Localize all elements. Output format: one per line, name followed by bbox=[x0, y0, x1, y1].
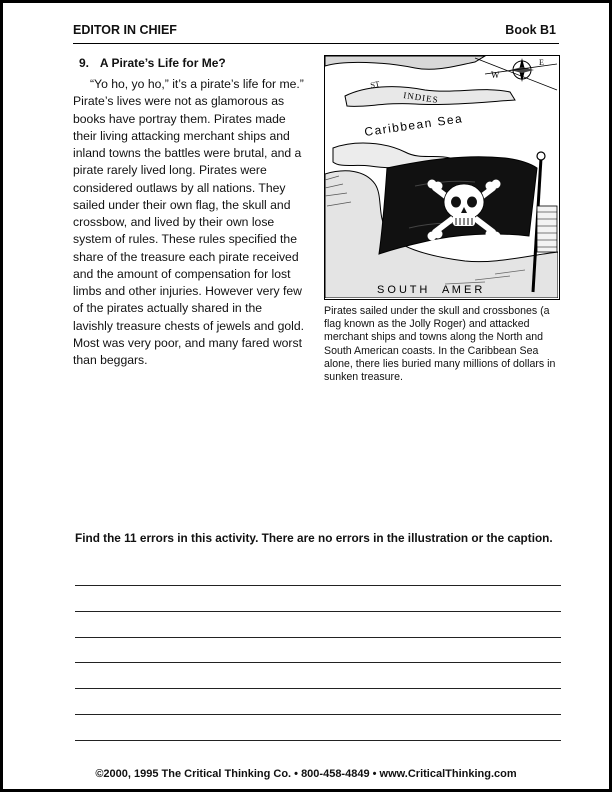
pirate-map-illustration bbox=[324, 55, 560, 300]
answer-line[interactable] bbox=[75, 611, 561, 637]
book-series-title: EDITOR IN CHIEF bbox=[73, 23, 177, 37]
indies-prefix-label: ST bbox=[369, 79, 381, 90]
treasure-stack-icon bbox=[537, 206, 557, 252]
compass-east-label: E bbox=[539, 58, 544, 67]
compass-west-label: W bbox=[491, 70, 500, 80]
activity-passage: “Yo ho, yo ho,” it’s a pirate’s life for me.” Pirate’s lives were not as glamorous as books have portray them. Pirates made their living attacking merchant ships and inland towns the battles were brutal, and a pirate rarely lived long. Pirates were considered outlaws by all nations. They sailed under their own flag, the skull and crossbow, and lived by their own lose system of rules. These rules specified the share of the treasure each pirate received and the amount of compensation for lost limbs and other injuries. However very few of the pirates actually shared in the lavishly treasure chests of jewels and gold. Most was very poor, and many fared worst than beggars. bbox=[73, 77, 305, 367]
south-america-label: S O U T H A M E R bbox=[377, 284, 483, 296]
copyright-footer: ©2000, 1995 The Critical Thinking Co. • 800-458-4849 • www.CriticalThinking.com bbox=[95, 768, 517, 780]
illustration-caption: Pirates sailed under the skull and crossbones (a flag known as the Jolly Roger) and attacked merchant ships and towns along the North and South American coasts. In the Caribbean Sea alone, there lies buried many millions of dollars in sunken treasure. bbox=[324, 305, 556, 384]
activity-heading bbox=[79, 56, 226, 70]
activity-instructions: Find the 11 errors in this activity. There are no errors in the illustration or the caption. bbox=[75, 531, 553, 545]
answer-line[interactable] bbox=[75, 662, 561, 688]
answer-lines bbox=[75, 585, 561, 766]
answer-line[interactable] bbox=[75, 585, 561, 611]
book-label: Book B1 bbox=[505, 23, 556, 37]
caribbean-sea-label: Caribbean Sea bbox=[363, 111, 465, 139]
activity-number: 9. bbox=[79, 56, 90, 70]
header-divider bbox=[73, 43, 559, 44]
activity-title: A Pirate’s Life for Me? bbox=[99, 56, 226, 70]
north-coast-shape bbox=[325, 56, 485, 69]
compass-rose-icon bbox=[475, 58, 557, 90]
indies-label: INDIES bbox=[402, 90, 440, 105]
answer-line[interactable] bbox=[75, 714, 561, 740]
answer-line[interactable] bbox=[75, 740, 561, 766]
answer-line[interactable] bbox=[75, 688, 561, 714]
answer-line[interactable] bbox=[75, 637, 561, 663]
